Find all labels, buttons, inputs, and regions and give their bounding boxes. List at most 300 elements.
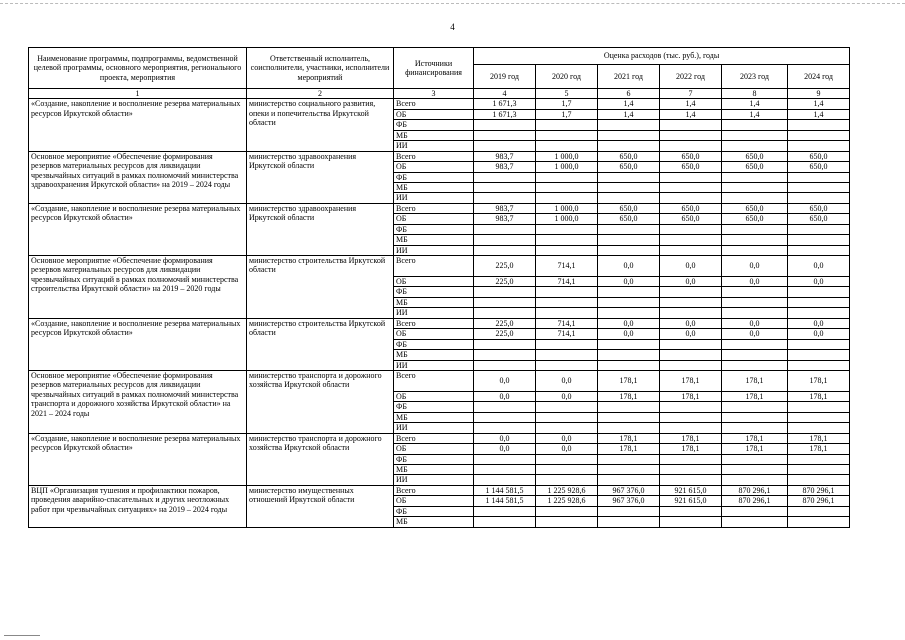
funding-source: ИИ — [394, 193, 474, 203]
cost-value — [536, 287, 598, 297]
cost-value — [598, 402, 660, 412]
cost-value — [788, 297, 850, 307]
funding-source: ИИ — [394, 423, 474, 433]
cost-value: 0,0 — [474, 391, 536, 401]
cost-value — [536, 402, 598, 412]
cost-value — [536, 350, 598, 360]
cost-value — [788, 141, 850, 151]
cost-value: 0,0 — [788, 277, 850, 287]
cost-value — [474, 120, 536, 130]
cost-value: 0,0 — [598, 256, 660, 277]
column-number: 8 — [722, 89, 788, 99]
cost-value — [788, 412, 850, 422]
funding-source: Всего — [394, 433, 474, 443]
cost-value — [788, 308, 850, 318]
funding-source: ФБ — [394, 402, 474, 412]
header-year: 2022 год — [660, 65, 722, 89]
cost-value — [660, 224, 722, 234]
cost-value — [788, 423, 850, 433]
cost-value — [722, 360, 788, 370]
cost-value — [660, 172, 722, 182]
funding-source: ИИ — [394, 360, 474, 370]
cost-value — [660, 475, 722, 485]
cost-value: 870 296,1 — [722, 496, 788, 506]
cost-value: 1,4 — [788, 109, 850, 119]
cost-value — [788, 172, 850, 182]
cost-value: 0,0 — [598, 318, 660, 328]
funding-source: ИИ — [394, 141, 474, 151]
cost-value: 178,1 — [788, 444, 850, 454]
funding-source: Всего — [394, 256, 474, 277]
cost-value — [788, 287, 850, 297]
funding-source: МБ — [394, 297, 474, 307]
header-year: 2020 год — [536, 65, 598, 89]
cost-value — [598, 182, 660, 192]
funding-source: Всего — [394, 99, 474, 109]
cost-value: 1 671,3 — [474, 109, 536, 119]
cost-value: 1,7 — [536, 109, 598, 119]
cost-value — [598, 172, 660, 182]
cost-value — [598, 517, 660, 527]
header-year: 2024 год — [788, 65, 850, 89]
cost-value — [660, 360, 722, 370]
cost-value: 0,0 — [660, 318, 722, 328]
cost-value — [788, 130, 850, 140]
cost-value — [722, 193, 788, 203]
cost-value — [536, 423, 598, 433]
cost-value — [722, 308, 788, 318]
cost-value — [474, 193, 536, 203]
funding-source: ИИ — [394, 245, 474, 255]
header-source: Источники финансирования — [394, 48, 474, 89]
funding-source: ОБ — [394, 277, 474, 287]
cost-value — [474, 402, 536, 412]
cost-value — [598, 475, 660, 485]
header-year: 2021 год — [598, 65, 660, 89]
budget-table — [28, 47, 850, 528]
cost-value — [598, 245, 660, 255]
cost-value — [474, 475, 536, 485]
cost-value — [660, 350, 722, 360]
funding-source: ФБ — [394, 454, 474, 464]
table-row — [29, 485, 850, 495]
cost-value: 1,4 — [660, 109, 722, 119]
cost-value — [598, 339, 660, 349]
cost-value: 1 671,3 — [474, 99, 536, 109]
cost-value: 1 225 928,6 — [536, 485, 598, 495]
table-header — [29, 48, 850, 99]
cost-value: 1 000,0 — [536, 203, 598, 213]
executor-name: министерство строительства Иркутской области — [247, 318, 394, 370]
cost-value: 178,1 — [722, 444, 788, 454]
cost-value — [660, 235, 722, 245]
cost-value — [722, 141, 788, 151]
bottom-margin-rule — [4, 635, 40, 636]
cost-value: 650,0 — [598, 162, 660, 172]
cost-value: 0,0 — [722, 277, 788, 287]
cost-value: 1 000,0 — [536, 214, 598, 224]
cost-value: 1 144 581,5 — [474, 496, 536, 506]
cost-value: 178,1 — [598, 433, 660, 443]
funding-source: ФБ — [394, 287, 474, 297]
cost-value — [660, 245, 722, 255]
cost-value — [722, 350, 788, 360]
cost-value — [536, 360, 598, 370]
cost-value — [474, 360, 536, 370]
funding-source: МБ — [394, 412, 474, 422]
funding-source: ОБ — [394, 496, 474, 506]
column-number: 4 — [474, 89, 536, 99]
cost-value: 714,1 — [536, 318, 598, 328]
cost-value: 0,0 — [536, 433, 598, 443]
cost-value — [598, 141, 660, 151]
cost-value: 921 615,0 — [660, 496, 722, 506]
cost-value — [598, 465, 660, 475]
column-number: 3 — [394, 89, 474, 99]
cost-value: 0,0 — [536, 370, 598, 391]
cost-value: 650,0 — [722, 151, 788, 161]
cost-value — [474, 423, 536, 433]
cost-value: 178,1 — [788, 391, 850, 401]
cost-value — [536, 141, 598, 151]
cost-value — [788, 182, 850, 192]
cost-value — [722, 412, 788, 422]
cost-value — [474, 308, 536, 318]
cost-value: 650,0 — [722, 203, 788, 213]
funding-source: ОБ — [394, 162, 474, 172]
cost-value: 983,7 — [474, 162, 536, 172]
cost-value — [788, 224, 850, 234]
funding-source: ОБ — [394, 444, 474, 454]
cost-value: 650,0 — [660, 151, 722, 161]
cost-value — [722, 339, 788, 349]
cost-value — [660, 423, 722, 433]
cost-value — [660, 465, 722, 475]
cost-value: 0,0 — [474, 444, 536, 454]
cost-value: 1 000,0 — [536, 162, 598, 172]
cost-value — [788, 506, 850, 516]
page-number: 4 — [450, 22, 455, 32]
header-year: 2023 год — [722, 65, 788, 89]
cost-value — [722, 182, 788, 192]
cost-value: 1 144 581,5 — [474, 485, 536, 495]
cost-value: 650,0 — [598, 151, 660, 161]
cost-value — [722, 454, 788, 464]
cost-value: 178,1 — [788, 433, 850, 443]
cost-value: 0,0 — [788, 256, 850, 277]
cost-value — [536, 130, 598, 140]
column-number: 1 — [29, 89, 247, 99]
funding-source: ФБ — [394, 339, 474, 349]
cost-value: 225,0 — [474, 329, 536, 339]
column-number: 5 — [536, 89, 598, 99]
cost-value — [722, 120, 788, 130]
funding-source: Всего — [394, 318, 474, 328]
activity-name: Основное мероприятие «Обеспечение формирования резервов материальных ресурсов для ликвидации чрезвычайных ситуаций в рамках полномочий министерства строительства Иркутской области» на 2019 – 2020 годы — [29, 256, 247, 319]
funding-source: МБ — [394, 350, 474, 360]
funding-source: ФБ — [394, 224, 474, 234]
cost-value — [598, 454, 660, 464]
cost-value: 1,4 — [722, 109, 788, 119]
cost-value — [722, 517, 788, 527]
activity-name: «Создание, накопление и восполнение резерва материальных ресурсов Иркутской области» — [29, 318, 247, 370]
cost-value — [788, 193, 850, 203]
table-row — [29, 370, 850, 391]
cost-value — [474, 130, 536, 140]
cost-value — [788, 235, 850, 245]
cost-value: 870 296,1 — [788, 485, 850, 495]
cost-value: 225,0 — [474, 277, 536, 287]
table-row — [29, 151, 850, 161]
cost-value — [660, 402, 722, 412]
cost-value: 983,7 — [474, 203, 536, 213]
cost-value — [660, 287, 722, 297]
cost-value — [788, 120, 850, 130]
cost-value — [474, 182, 536, 192]
cost-value: 650,0 — [598, 203, 660, 213]
cost-value — [660, 182, 722, 192]
cost-value — [722, 245, 788, 255]
cost-value: 0,0 — [536, 444, 598, 454]
cost-value: 178,1 — [660, 391, 722, 401]
cost-value — [788, 350, 850, 360]
cost-value: 650,0 — [788, 151, 850, 161]
executor-name: министерство здравоохранения Иркутской области — [247, 151, 394, 203]
cost-value: 0,0 — [660, 256, 722, 277]
cost-value: 0,0 — [722, 318, 788, 328]
cost-value: 178,1 — [660, 370, 722, 391]
cost-value — [598, 297, 660, 307]
cost-value: 650,0 — [660, 162, 722, 172]
cost-value: 650,0 — [722, 162, 788, 172]
table-row — [29, 256, 850, 277]
cost-value — [722, 235, 788, 245]
cost-value: 178,1 — [660, 444, 722, 454]
cost-value: 178,1 — [722, 433, 788, 443]
executor-name: министерство здравоохранения Иркутской области — [247, 203, 394, 255]
funding-source: МБ — [394, 465, 474, 475]
cost-value — [660, 141, 722, 151]
cost-value — [788, 517, 850, 527]
cost-value — [598, 350, 660, 360]
cost-value — [474, 517, 536, 527]
cost-value: 650,0 — [660, 214, 722, 224]
cost-value — [788, 402, 850, 412]
cost-value — [660, 412, 722, 422]
cost-value: 0,0 — [788, 329, 850, 339]
cost-value: 650,0 — [788, 214, 850, 224]
cost-value — [660, 193, 722, 203]
cost-value — [598, 308, 660, 318]
cost-value: 178,1 — [598, 370, 660, 391]
cost-value — [474, 245, 536, 255]
cost-value — [598, 224, 660, 234]
cost-value: 178,1 — [660, 433, 722, 443]
column-number: 2 — [247, 89, 394, 99]
table-row — [29, 203, 850, 213]
cost-value — [598, 120, 660, 130]
executor-name: министерство транспорта и дорожного хозяйства Иркутской области — [247, 370, 394, 433]
funding-source: Всего — [394, 151, 474, 161]
cost-value — [536, 193, 598, 203]
cost-value: 921 615,0 — [660, 485, 722, 495]
cost-value — [660, 130, 722, 140]
funding-source: ФБ — [394, 172, 474, 182]
cost-value — [660, 308, 722, 318]
cost-value — [474, 465, 536, 475]
cost-value: 714,1 — [536, 277, 598, 287]
cost-value — [722, 506, 788, 516]
funding-source: ОБ — [394, 214, 474, 224]
cost-value — [722, 475, 788, 485]
cost-value: 870 296,1 — [722, 485, 788, 495]
cost-value: 225,0 — [474, 256, 536, 277]
cost-value: 178,1 — [722, 391, 788, 401]
cost-value — [788, 454, 850, 464]
cost-value — [536, 297, 598, 307]
cost-value — [788, 475, 850, 485]
funding-source: ФБ — [394, 506, 474, 516]
cost-value — [598, 423, 660, 433]
cost-value — [598, 360, 660, 370]
cost-value — [660, 517, 722, 527]
cost-value — [474, 506, 536, 516]
cost-value — [474, 412, 536, 422]
header-costs: Оценка расходов (тыс. руб.), годы — [474, 48, 850, 65]
cost-value: 967 376,0 — [598, 496, 660, 506]
funding-source: МБ — [394, 182, 474, 192]
cost-value — [536, 172, 598, 182]
cost-value: 714,1 — [536, 256, 598, 277]
cost-value — [474, 141, 536, 151]
cost-value — [660, 506, 722, 516]
cost-value: 0,0 — [474, 370, 536, 391]
cost-value: 650,0 — [722, 214, 788, 224]
executor-name: министерство транспорта и дорожного хозяйства Иркутской области — [247, 433, 394, 485]
cost-value: 650,0 — [788, 203, 850, 213]
cost-value — [474, 172, 536, 182]
header-executor: Ответственный исполнитель, соисполнители, участники, исполнители мероприятий — [247, 48, 394, 89]
activity-name: «Создание, накопление и восполнение резерва материальных ресурсов Иркутской области» — [29, 203, 247, 255]
cost-value: 0,0 — [536, 391, 598, 401]
cost-value — [598, 287, 660, 297]
activity-name: Основное мероприятие «Обеспечение формирования резервов материальных ресурсов для ликвидации чрезвычайных ситуаций в рамках полномочий министерства здравоохранения Иркутской области» на 2019 – 2024 годы — [29, 151, 247, 203]
cost-value — [788, 339, 850, 349]
cost-value — [474, 287, 536, 297]
cost-value — [722, 423, 788, 433]
table-body — [29, 99, 850, 527]
cost-value — [660, 339, 722, 349]
cost-value: 967 376,0 — [598, 485, 660, 495]
funding-source: МБ — [394, 517, 474, 527]
column-number: 6 — [598, 89, 660, 99]
column-number: 7 — [660, 89, 722, 99]
funding-source: Всего — [394, 485, 474, 495]
top-dashed-rule — [0, 3, 905, 4]
cost-value — [474, 224, 536, 234]
cost-value: 650,0 — [660, 203, 722, 213]
cost-value — [598, 130, 660, 140]
cost-value: 983,7 — [474, 214, 536, 224]
cost-value: 870 296,1 — [788, 496, 850, 506]
cost-value — [598, 193, 660, 203]
cost-value: 1,4 — [722, 99, 788, 109]
cost-value — [536, 235, 598, 245]
cost-value — [536, 475, 598, 485]
cost-value — [536, 224, 598, 234]
cost-value: 1 000,0 — [536, 151, 598, 161]
cost-value: 178,1 — [788, 370, 850, 391]
cost-value: 1,4 — [660, 99, 722, 109]
column-number-row — [29, 89, 850, 99]
cost-value — [536, 339, 598, 349]
table-row — [29, 433, 850, 443]
funding-source: ОБ — [394, 329, 474, 339]
cost-value — [722, 172, 788, 182]
cost-value: 178,1 — [722, 370, 788, 391]
cost-value: 178,1 — [598, 391, 660, 401]
cost-value: 1,7 — [536, 99, 598, 109]
cost-value — [536, 120, 598, 130]
executor-name: министерство имущественных отношений Иркутской области — [247, 485, 394, 527]
cost-value — [536, 506, 598, 516]
cost-value — [598, 506, 660, 516]
cost-value — [536, 517, 598, 527]
cost-value — [722, 224, 788, 234]
funding-source: ИИ — [394, 475, 474, 485]
cost-value — [536, 182, 598, 192]
cost-value — [660, 297, 722, 307]
cost-value: 650,0 — [788, 162, 850, 172]
funding-source: МБ — [394, 130, 474, 140]
cost-value — [660, 454, 722, 464]
header-year: 2019 год — [474, 65, 536, 89]
cost-value — [788, 245, 850, 255]
table-row — [29, 99, 850, 109]
cost-value — [598, 235, 660, 245]
cost-value: 0,0 — [598, 329, 660, 339]
cost-value — [722, 297, 788, 307]
cost-value: 650,0 — [598, 214, 660, 224]
cost-value — [536, 454, 598, 464]
cost-value — [536, 245, 598, 255]
funding-source: Всего — [394, 370, 474, 391]
activity-name: «Создание, накопление и восполнение резерва материальных ресурсов Иркутской области» — [29, 433, 247, 485]
cost-value: 1,4 — [598, 109, 660, 119]
header-name: Наименование программы, подпрограммы, ведомственной целевой программы, основного мероприятия, регионального проекта, мероприятия — [29, 48, 247, 89]
cost-value — [598, 412, 660, 422]
table-row — [29, 318, 850, 328]
funding-source: МБ — [394, 235, 474, 245]
cost-value — [660, 120, 722, 130]
cost-value — [474, 339, 536, 349]
cost-value — [536, 412, 598, 422]
cost-value — [474, 235, 536, 245]
cost-value — [474, 454, 536, 464]
cost-value — [722, 287, 788, 297]
cost-value: 178,1 — [598, 444, 660, 454]
cost-value — [722, 130, 788, 140]
cost-value — [722, 465, 788, 475]
cost-value: 0,0 — [598, 277, 660, 287]
activity-name: ВЦП «Организация тушения и профилактики пожаров, проведения аварийно-спасательных и других неотложных работ при чрезвычайных ситуациях» на 2019 – 2024 годы — [29, 485, 247, 527]
cost-value: 0,0 — [788, 318, 850, 328]
cost-value: 714,1 — [536, 329, 598, 339]
funding-source: ОБ — [394, 109, 474, 119]
cost-value: 0,0 — [722, 256, 788, 277]
cost-value: 0,0 — [660, 329, 722, 339]
activity-name: «Создание, накопление и восполнение резерва материальных ресурсов Иркутской области» — [29, 99, 247, 151]
